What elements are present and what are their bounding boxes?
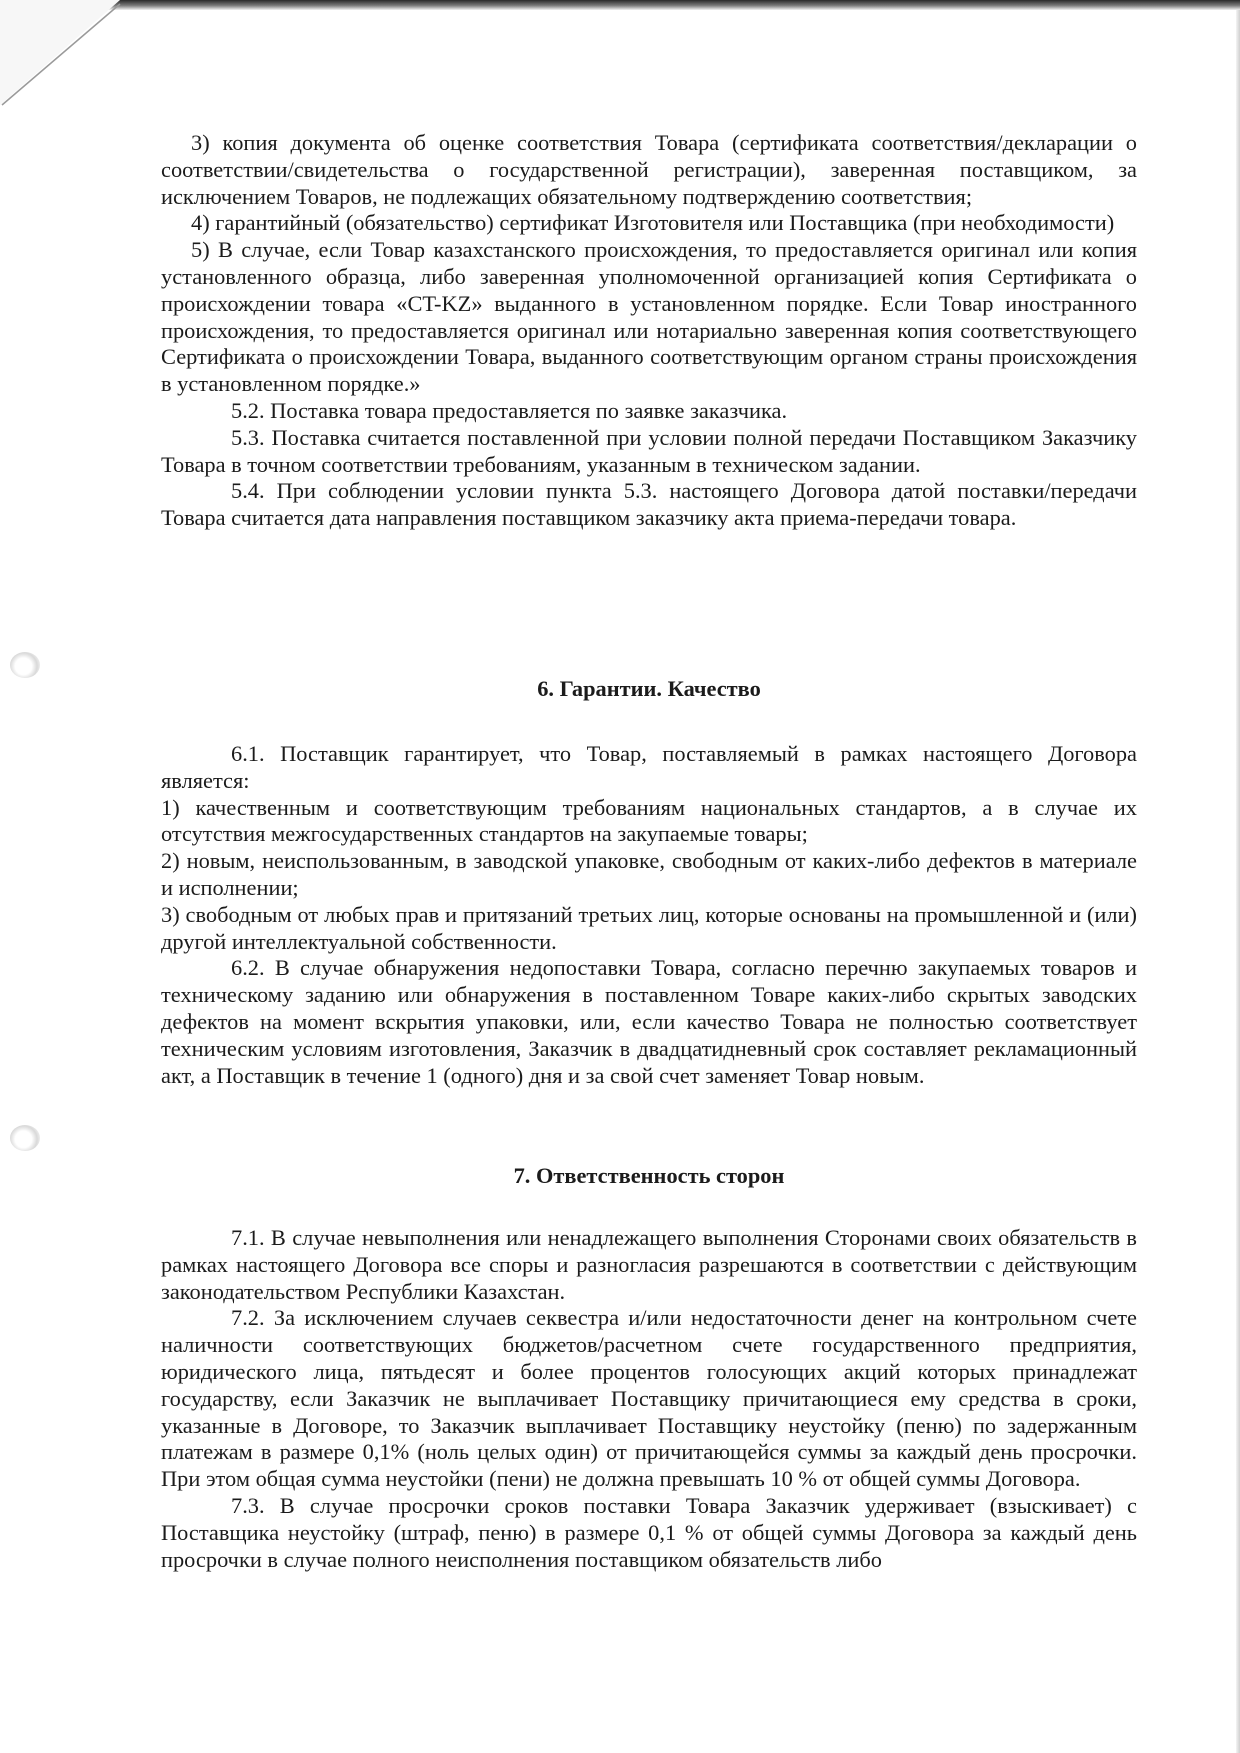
clause-5-3: 5.3. Поставка считается поставленной при условии полной передачи Поставщиком Заказчику Товара в точном соответствии требованиям, указанным в техническом задании. <box>161 424 1137 477</box>
paragraph-4: 4) гарантийный (обязательство) сертификат Изготовителя или Поставщика (при необходимости) <box>191 210 1115 236</box>
clause-5-4: 5.4. При соблюдении условии пункта 5.3. настоящего Договора датой поставки/передачи Товара считается дата направления поставщиком заказчику акта приема-передачи товара. <box>161 478 1137 531</box>
guarantee-item-1: 1) качественным и соответствующим требованиям национальных стандартов, а в случае их отсутствия межгосударственных стандартов на закупаемые товары; <box>161 794 1137 847</box>
clause-6-1: 6.1. Поставщик гарантирует, что Товар, поставляемый в рамках настоящего Договора является: <box>161 741 1137 793</box>
text-block-delivery <box>161 130 1137 532</box>
section-6-heading: 6. Гарантии. Качество <box>537 676 761 701</box>
scan-right-edge <box>1236 10 1240 1753</box>
scan-top-edge <box>0 0 1240 10</box>
punch-hole-mark <box>10 1125 40 1151</box>
guarantee-item-3: 3) свободным от любых прав и притязаний третьих лиц, которые основаны на промышленной и (или) другой интеллектуальной собственности. <box>161 901 1137 954</box>
text-block-guarantees <box>161 741 1137 1089</box>
clause-6-2: 6.2. В случае обнаружения недопоставки Товара, согласно перечню закупаемых товаров и техническому заданию или обнаружения в поставленном Товаре каких-либо скрытых заводских дефектов на момент вскрытия упаковки, или, если качество Товара не полностью соответствует техническим условиям изготовления, Заказчик в двадцатидневный срок составляет рекламационный акт, а Поставщик в течение 1 (одного) дня и за свой счет заменяет Товар новым. <box>161 955 1137 1088</box>
punch-hole-mark <box>10 652 40 678</box>
clause-7-3: 7.3. В случае просрочки сроков поставки Товара Заказчик удерживает (взыскивает) с Поставщика неустойку (штраф, пеню) в размере 0,1 % от общей суммы Договора за каждый день просрочки в случае полного неисполнения поставщиком обязательств либо <box>161 1492 1137 1572</box>
clause-7-2: 7.2. За исключением случаев секвестра и/или недостаточности денег на контрольном счете наличности соответствующих бюджетов/расчетном счете государственного предприятия, юридического лица, пятьдесят и более процентов голосующих акций которых принадлежат государству, если Заказчик не выплачивает Поставщику причитающиеся ему средства в сроки, указанные в Договоре, то Заказчик выплачивает Поставщику неустойку (пеню) по задержанным платежам в размере 0,1% (ноль целых один) от причитающейся суммы за каждый день просрочки. При этом общая сумма неустойки (пени) не должна превышать 10 % от общей суммы Договора. <box>161 1305 1137 1492</box>
paragraph-3: 3) копия документа об оценке соответствия Товара (сертификата соответствия/декларации о соответствии/свидетельства о государственной регистрации), заверенная поставщиком, за исключением Товаров, не подлежащих обязательному подтверждению соответствия; <box>161 130 1137 209</box>
folded-corner-shadow <box>0 0 140 110</box>
paragraph-5: 5) В случае, если Товар казахстанского происхождения, то предоставляется оригинал или копия установленного образца, либо заверенная уполномоченной организацией копия Сертификата о происхождении товара «CT-KZ» выданного в установленном порядке. Если Товар иностранного происхождения, то предоставляется оригинал или нотариально заверенная копия соответствующего Сертификата о происхождении Товара, выданного соответствующим органом страны происхождения в установленном порядке.» <box>161 237 1137 397</box>
text-block-liability <box>161 1225 1137 1573</box>
guarantee-item-2: 2) новым, неиспользованным, в заводской упаковке, свободным от каких-либо дефектов в материале и исполнении; <box>161 848 1137 900</box>
section-7-heading: 7. Ответственность сторон <box>513 1163 785 1188</box>
clause-5-2: 5.2. Поставка товара предоставляется по заявке заказчика. <box>231 397 788 423</box>
clause-7-1: 7.1. В случае невыполнения или ненадлежащего выполнения Сторонами своих обязательств в рамках настоящего Договора все споры и разногласия разрешаются в соответствии с действующим законодательством Республики Казахстан. <box>161 1225 1137 1304</box>
